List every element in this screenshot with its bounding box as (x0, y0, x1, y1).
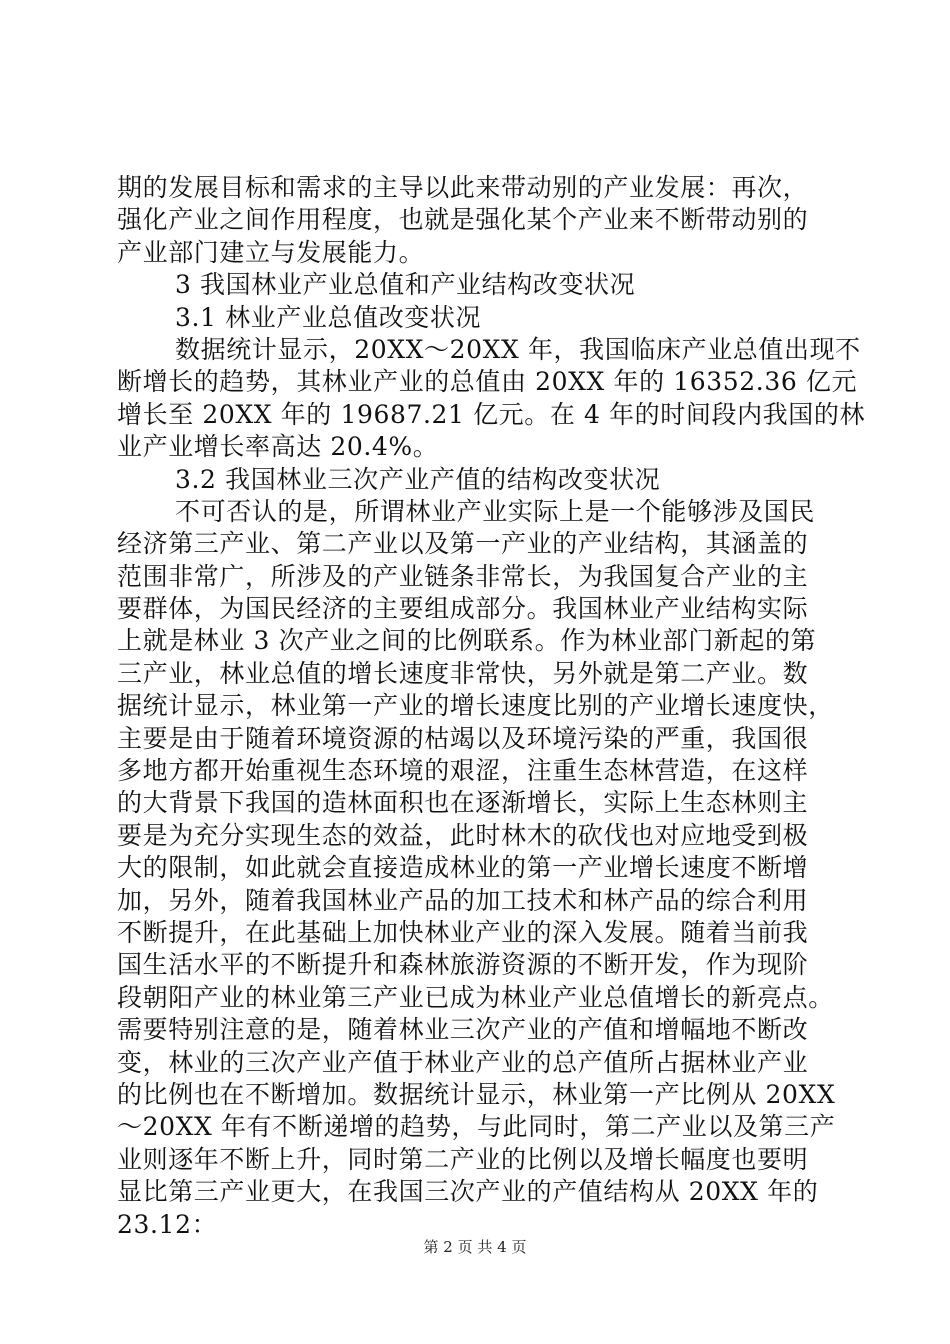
text-line: 的大背景下我国的造林面积也在逐渐增长，实际上生态林则主 (117, 788, 809, 818)
text-line: 增长至 20XX 年的 19687.21 亿元。在 4 年的时间段内我国的林 (117, 399, 866, 429)
page-number-footer: 第 2 页 共 4 页 (423, 1238, 527, 1256)
text-line: 业产业增长率高达 20.4%。 (117, 432, 439, 462)
paragraph-start: 数据统计显示，20XX～20XX 年，我国临床产业总值出现不 (175, 334, 861, 364)
text-line: 主要是由于随着环境资源的枯竭以及环境污染的严重，我国很 (117, 723, 809, 753)
text-line: 大的限制，如此就会直接造成林业的第一产业增长速度不断增 (117, 853, 809, 883)
text-line: 业则逐年不断上升，同时第二产业的比例以及增长幅度也要明 (117, 1144, 809, 1174)
text-line: 加，另外，随着我国林业产品的加工技术和林产品的综合利用 (117, 885, 809, 915)
text-line: 23.12： (117, 1209, 218, 1239)
text-line: 需要特别注意的是，随着林业三次产业的产值和增幅地不断改 (117, 1015, 809, 1045)
text-line: ～20XX 年有不断递增的趋势，与此同时，第二产业以及第三产 (117, 1112, 836, 1142)
text-line: 不断提升，在此基础上加快林业产业的深入发展。随着当前我 (117, 917, 809, 947)
text-line: 三产业，林业总值的增长速度非常快，另外就是第二产业。数 (117, 658, 809, 688)
text-line: 上就是林业 3 次产业之间的比例联系。作为林业部门新起的第 (117, 626, 817, 656)
text-line: 期的发展目标和需求的主导以此来带动别的产业发展：再次， (117, 173, 809, 202)
text-line: 要群体，为国民经济的主要组成部分。我国林业产业结构实际 (117, 594, 809, 624)
text-line: 变，林业的三次产业产值于林业产业的总产值所占据林业产业 (117, 1047, 809, 1077)
paragraph-start: 不可否认的是，所谓林业产业实际上是一个能够涉及国民 (175, 496, 816, 526)
text-line: 段朝阳产业的林业第三产业已成为林业产业总值增长的新亮点。 (117, 982, 834, 1012)
text-line: 据统计显示，林业第一产业的增长速度比别的产业增长速度快， (117, 691, 834, 721)
section-heading: 3 我国林业产业总值和产业结构改变状况 (175, 270, 636, 300)
text-line: 显比第三产业更大，在我国三次产业的产值结构从 20XX 年的 (117, 1177, 819, 1207)
text-line: 范围非常广，所涉及的产业链条非常长，为我国复合产业的主 (117, 561, 809, 591)
subsection-heading: 3.2 我国林业三次产业产值的结构改变状况 (175, 464, 661, 494)
text-line: 的比例也在不断增加。数据统计显示，林业第一产比例从 20XX (117, 1079, 836, 1109)
subsection-heading: 3.1 林业产业总值改变状况 (175, 302, 482, 332)
text-line: 要是为充分实现生态的效益，此时林木的砍伐也对应地受到极 (117, 820, 809, 850)
document-body (117, 172, 866, 1241)
text-line: 断增长的趋势，其林业产业的总值由 20XX 年的 16352.36 亿元 (117, 367, 858, 397)
text-line: 经济第三产业、第二产业以及第一产业的产业结构，其涵盖的 (117, 529, 809, 559)
text-line: 多地方都开始重视生态环境的艰涩，注重生态林营造，在这样 (117, 756, 809, 786)
text-line: 国生活水平的不断提升和森林旅游资源的不断开发，作为现阶 (117, 950, 809, 980)
text-line: 强化产业之间作用程度，也就是强化某个产业来不断带动别的 (117, 205, 809, 235)
text-line: 产业部门建立与发展能力。 (117, 237, 425, 267)
